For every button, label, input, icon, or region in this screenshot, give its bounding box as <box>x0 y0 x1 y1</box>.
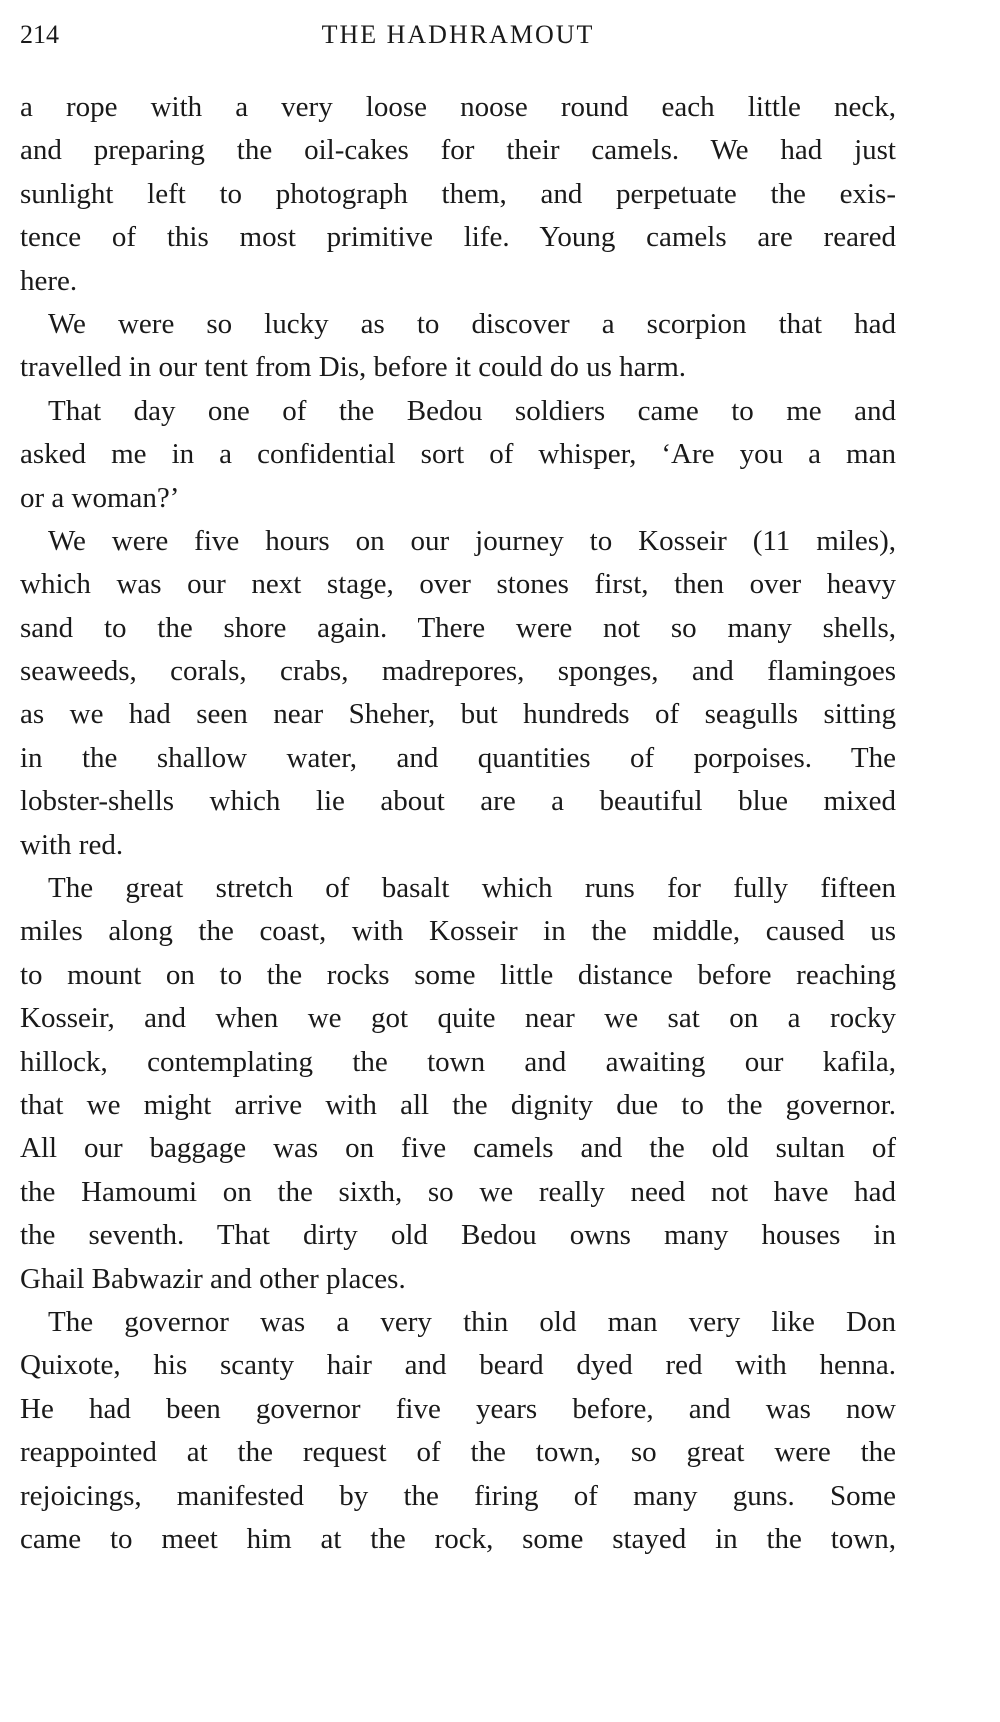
text-line: as we had seen near Sheher, but hundreds of seagulls sitting <box>20 698 896 731</box>
text-line: Quixote, his scanty hair and beard dyed red with henna. <box>20 1349 896 1382</box>
text-line: reappointed at the request of the town, so great were the <box>20 1436 896 1469</box>
text-line: He had been governor five years before, and was now <box>20 1392 896 1425</box>
text-line: hillock, contemplating the town and awaiting our kafila, <box>20 1045 896 1078</box>
text-line: with red. <box>20 828 124 861</box>
text-line: and preparing the oil-cakes for their camels. We had just <box>20 134 896 167</box>
text-line: The great stretch of basalt which runs for fully fifteen <box>48 872 896 905</box>
text-line: We were so lucky as to discover a scorpion that had <box>48 307 896 340</box>
text-line: asked me in a confidential sort of whisper, ‘Are you a man <box>20 438 896 471</box>
text-line: That day one of the Bedou soldiers came to me and <box>48 394 896 427</box>
text-line: the Hamoumi on the sixth, so we really need not have had <box>20 1175 896 1208</box>
text-line: tence of this most primitive life. Young camels are reared <box>20 221 896 254</box>
text-line: travelled in our tent from Dis, before it could do us harm. <box>20 351 687 384</box>
text-line: seaweeds, corals, crabs, madrepores, sponges, and flamingoes <box>20 655 896 688</box>
text-line: rejoicings, manifested by the firing of many guns. Some <box>20 1479 896 1512</box>
body-text <box>20 86 896 1561</box>
text-line: which was our next stage, over stones first, then over heavy <box>20 568 896 601</box>
text-line: All our baggage was on five camels and the old sultan of <box>20 1132 896 1165</box>
running-title: THE HADHRAMOUT <box>321 20 595 49</box>
text-line: a rope with a very loose noose round each little neck, <box>20 91 896 123</box>
text-line: came to meet him at the rock, some stayed in the town, <box>20 1522 896 1555</box>
text-line: lobster-shells which lie about are a beautiful blue mixed <box>20 785 896 818</box>
page-number: 214 <box>20 20 59 49</box>
text-line: sunlight left to photograph them, and perpetuate the exis- <box>20 177 896 210</box>
text-line: Ghail Babwazir and other places. <box>20 1262 406 1295</box>
text-line: that we might arrive with all the dignity due to the governor. <box>20 1088 896 1121</box>
text-line: sand to the shore again. There were not so many shells, <box>20 611 896 644</box>
text-line: miles along the coast, with Kosseir in the middle, caused us <box>20 915 896 948</box>
text-line: The governor was a very thin old man very like Don <box>48 1305 896 1338</box>
text-line: the seventh. That dirty old Bedou owns many houses in <box>20 1219 896 1252</box>
page-header <box>20 20 896 56</box>
text-line: Kosseir, and when we got quite near we sat on a rocky <box>20 1002 896 1035</box>
text-line: or a woman?’ <box>20 481 180 514</box>
text-line: to mount on to the rocks some little distance before reaching <box>20 958 896 991</box>
text-line: We were five hours on our journey to Kosseir (11 miles), <box>48 524 896 557</box>
text-line: here. <box>20 264 78 297</box>
text-line: in the shallow water, and quantities of porpoises. The <box>20 741 896 774</box>
